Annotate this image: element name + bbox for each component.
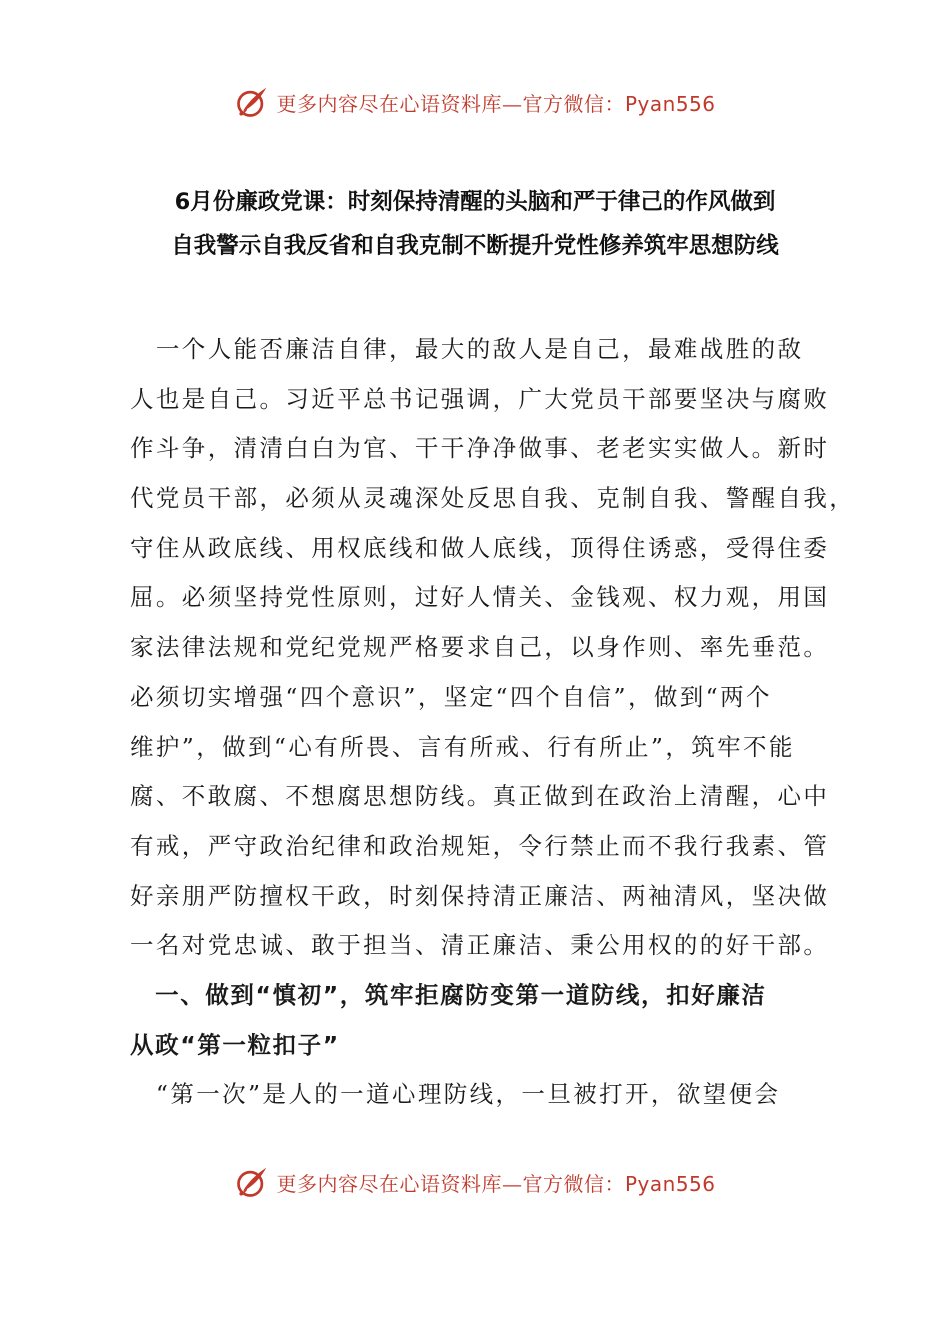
- body-line: 一个人能否廉洁自律，最大的敌人是自己，最难战胜的敌: [130, 335, 804, 363]
- body-line: 好亲朋严防擅权干政，时刻保持清正廉洁、两袖清风，坚决做: [130, 881, 830, 910]
- body-line: 屈。必须坚持党性原则，过好人情关、金钱观、权力观，用国: [130, 583, 830, 612]
- section-heading-line: 一、做到“慎初”，筑牢拒腐防变第一道防线，扣好廉洁: [130, 980, 767, 1009]
- body-line: 必须切实增强“四个意识”，坚定“四个自信”，做到“两个: [130, 682, 772, 711]
- body-line: 家法律法规和党纪党规严格要求自己，以身作则、率先垂范。: [130, 633, 830, 662]
- document-body: [130, 325, 856, 1120]
- body-line: 人也是自己。习近平总书记强调，广大党员干部要坚决与腐败: [130, 384, 830, 413]
- title-line: 6月份廉政党课：时刻保持清醒的头脑和严于律己的作风做到: [174, 189, 776, 215]
- body-line: 作斗争，清清白白为官、干干净净做事、老老实实做人。新时: [130, 434, 830, 463]
- header-banner: [0, 84, 950, 120]
- body-line: 代党员干部，必须从灵魂深处反思自我、克制自我、警醒自我，: [130, 484, 856, 513]
- footer-banner: [0, 1164, 950, 1200]
- document-title: [0, 180, 950, 268]
- title-line: 自我警示自我反省和自我克制不断提升党性修养筑牢思想防线: [171, 233, 779, 259]
- body-line: 维护”，做到“心有所畏、言有所戒、行有所止”，筑牢不能: [130, 732, 795, 761]
- body-line: 一名对党忠诚、敢于担当、清正廉洁、秉公用权的的好干部。: [130, 931, 830, 960]
- quill-logo-icon: [234, 84, 270, 120]
- body-line: 有戒，严守政治纪律和政治规矩，令行禁止而不我行我素、管: [130, 831, 830, 860]
- banner-text: 更多内容尽在心语资料库—官方微信：Pyan556: [276, 91, 716, 116]
- section-heading-line: 从政“第一粒扣子”: [130, 1030, 340, 1059]
- quill-logo-icon: [234, 1164, 270, 1200]
- banner-text: 更多内容尽在心语资料库—官方微信：Pyan556: [276, 1171, 716, 1196]
- body-line: 腐、不敢腐、不想腐思想防线。真正做到在政治上清醒，心中: [130, 782, 830, 811]
- body-line: 守住从政底线、用权底线和做人底线，顶得住诱惑，受得住委: [130, 533, 830, 562]
- body-line: “第一次”是人的一道心理防线，一旦被打开，欲望便会: [130, 1080, 781, 1109]
